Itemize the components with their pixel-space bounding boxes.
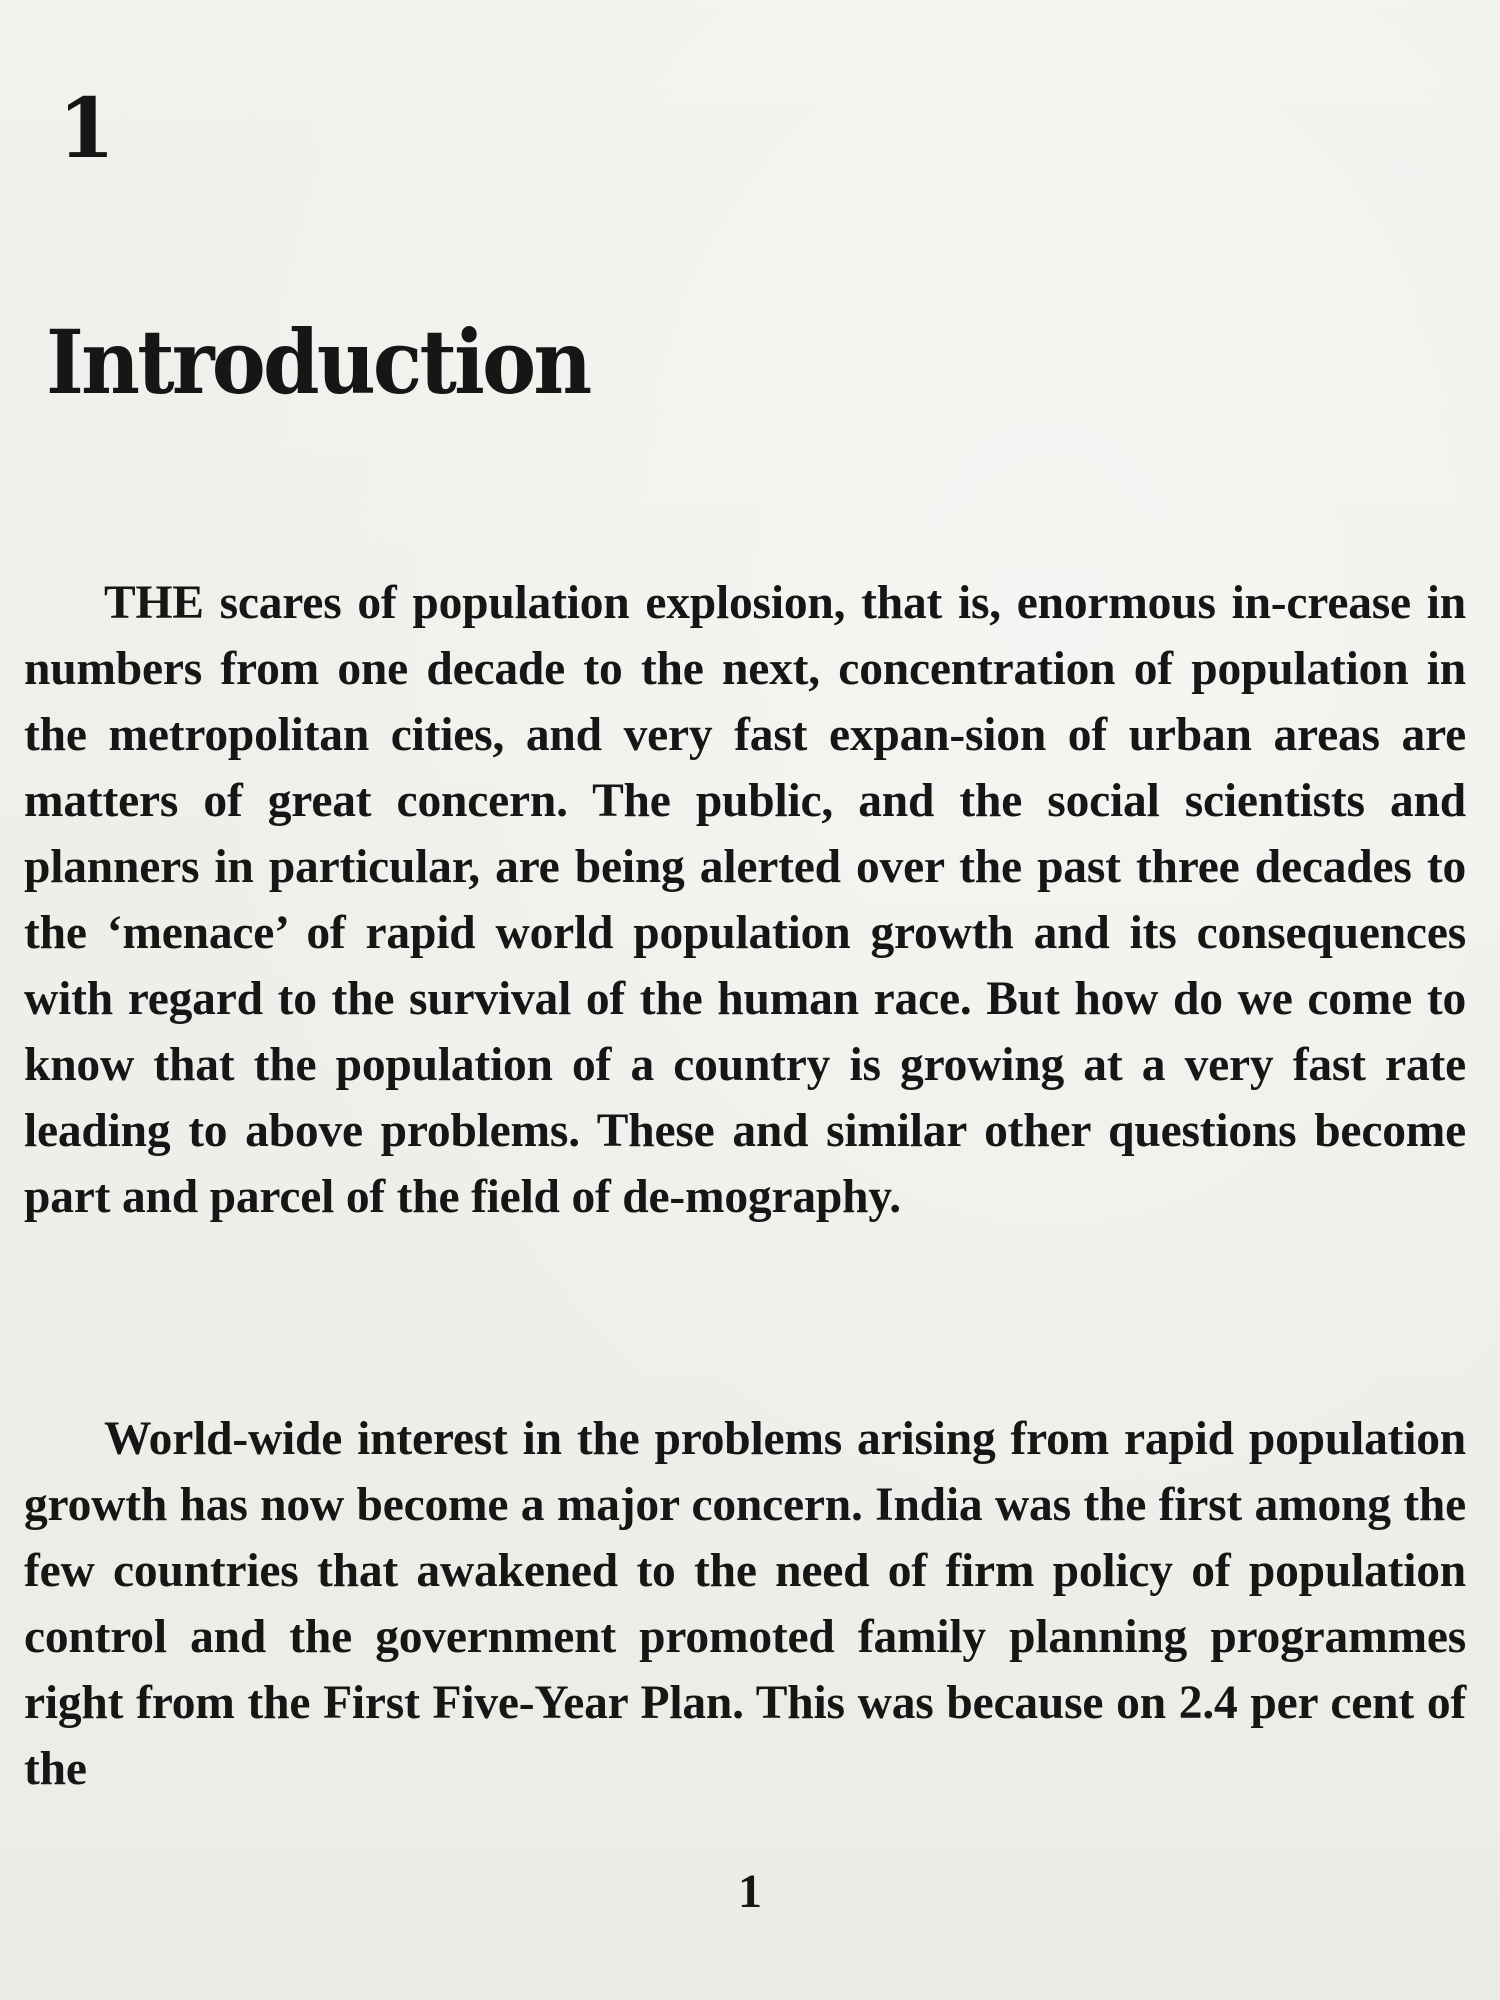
page-number: 1 xyxy=(738,1865,762,1918)
chapter-title: Introduction xyxy=(46,310,590,414)
chapter-number: 1 xyxy=(58,81,116,177)
paragraph-1: THE scares of population explosion, that is, enormous in-crease in numbers from one decade to the next, concentration of population in the metropolitan cities, and very fast expan-sion of urban areas are matters of great concern. The public, and the social scientists and planners in particular, are being alerted over the past three decades to the ‘menace’ of rapid world population growth and its consequences with regard to the survival of the human race. But how do we come to know that the population of a country is growing at a very fast rate leading to above problems. These and similar other questions become part and parcel of the field of de-mography. xyxy=(24,577,1466,1223)
paragraph-2: World-wide interest in the problems arising from rapid population growth has now become a major concern. India was the first among the few countries that awakened to the need of firm policy of population control and the government promoted family planning programmes right from the First Five-Year Plan. This was because on 2.4 per cent of the xyxy=(24,1413,1466,1795)
